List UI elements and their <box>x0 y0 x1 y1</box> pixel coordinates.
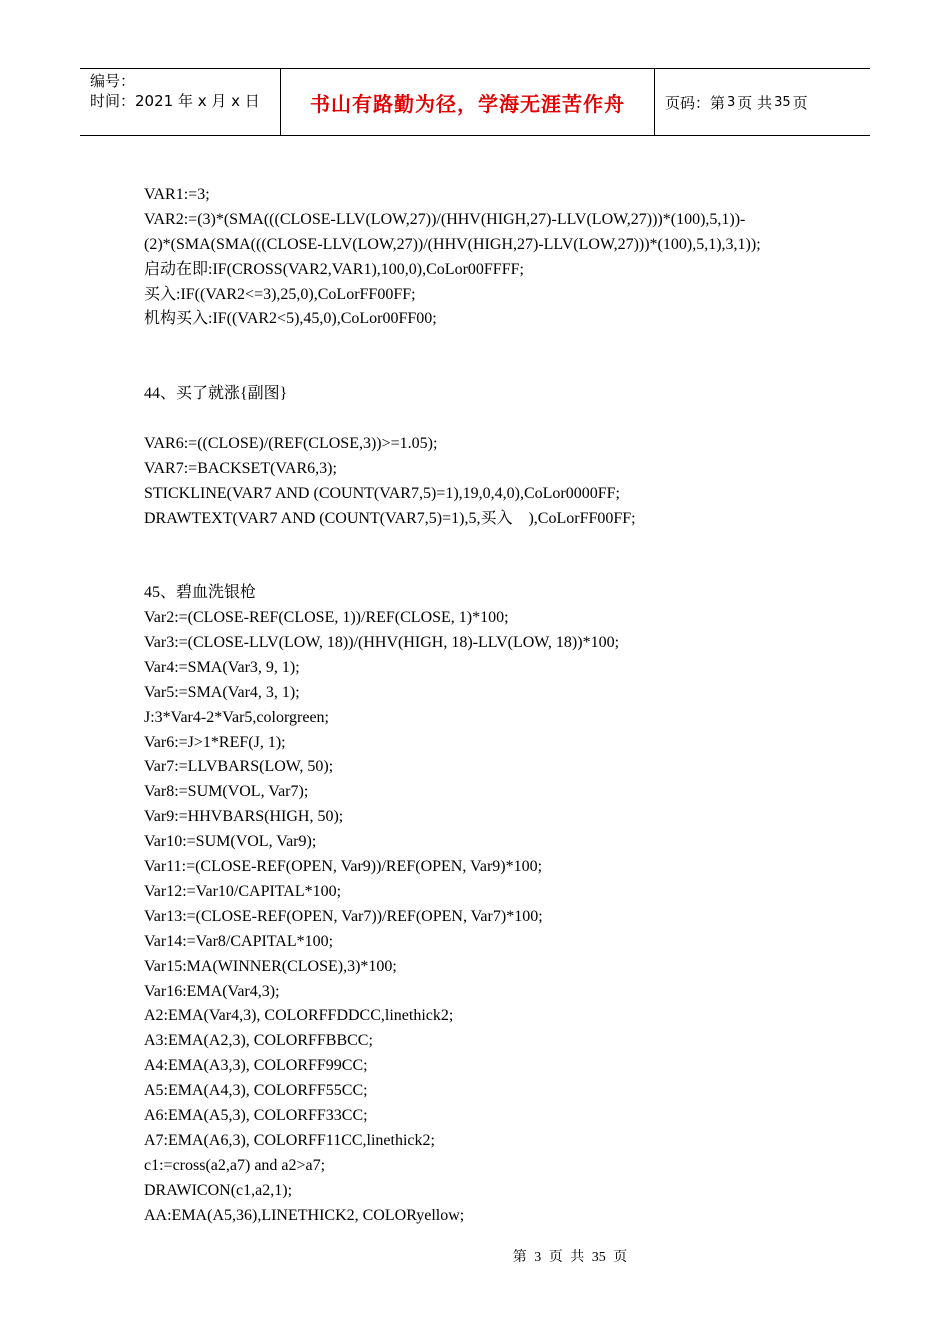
code-line: c1:=cross(a2,a7) and a2>a7; <box>144 1156 326 1174</box>
page-current: 3 <box>727 94 736 110</box>
code-line: A3:EMA(A2,3), COLORFFBBCC; <box>144 1032 373 1050</box>
header-page-info <box>655 69 870 135</box>
code-line: A5:EMA(A4,3), COLORFF55CC; <box>144 1082 368 1100</box>
code-line: 机构买入:IF((VAR2<5),45,0),CoLor00FF00; <box>144 310 437 328</box>
code-line: Var7:=LLVBARS(LOW, 50); <box>144 758 334 776</box>
blank-line <box>144 332 844 357</box>
code-line: Var8:=SUM(VOL, Var7); <box>144 783 309 801</box>
code-line: A2:EMA(Var4,3), COLORFFDDCC,linethick2; <box>144 1007 454 1025</box>
code-line: Var4:=SMA(Var3, 9, 1); <box>144 658 300 676</box>
code-line: J:3*Var4-2*Var5,colorgreen; <box>144 708 329 726</box>
page-suffix: 页 <box>792 93 808 112</box>
page-header <box>80 68 870 136</box>
code-line: Var11:=(CLOSE-REF(OPEN, Var9))/REF(OPEN, Var9)*100; <box>144 858 543 876</box>
code-line: VAR1:=3; <box>144 186 210 203</box>
code-line: Var13:=(CLOSE-REF(OPEN, Var7))/REF(OPEN, Var7)*100; <box>144 907 543 925</box>
code-line: STICKLINE(VAR7 AND (COUNT(VAR7,5)=1),19,0,4,0),CoLor0000FF; <box>144 484 620 502</box>
document-number-label: 编号： <box>90 72 136 90</box>
code-line: Var2:=(CLOSE-REF(CLOSE, 1))/REF(CLOSE, 1)*100; <box>144 609 509 627</box>
code-line: AA:EMA(A5,36),LINETHICK2, COLORyellow; <box>144 1206 465 1224</box>
page-prefix: 页码：第 <box>665 93 726 112</box>
blank-line <box>144 531 844 556</box>
blank-line <box>144 556 844 581</box>
document-time-label: 时间：2021 年 x 月 x 日 <box>90 92 260 110</box>
blank-line <box>144 357 844 382</box>
code-line: A6:EMA(A5,3), COLORFF33CC; <box>144 1106 368 1124</box>
code-line: Var9:=HHVBARS(HIGH, 50); <box>144 808 344 826</box>
formula-content <box>144 183 844 1228</box>
code-line: 买入:IF((VAR2<=3),25,0),CoLorFF00FF; <box>144 285 416 303</box>
code-line: Var15:MA(WINNER(CLOSE),3)*100; <box>144 957 397 975</box>
page-total: 35 <box>774 94 791 110</box>
code-line: VAR7:=BACKSET(VAR6,3); <box>144 459 337 477</box>
code-line: Var3:=(CLOSE-LLV(LOW, 18))/(HHV(HIGH, 18)-LLV(LOW, 18))*100; <box>144 634 620 652</box>
code-line: 启动在即:IF(CROSS(VAR2,VAR1),100,0),CoLor00FFFF; <box>144 260 524 278</box>
code-line: Var6:=J>1*REF(J, 1); <box>144 733 286 751</box>
code-line: A7:EMA(A6,3), COLORFF11CC,linethick2; <box>144 1131 435 1149</box>
code-line: 44、买了就涨{副图} <box>144 385 288 403</box>
code-line: Var12:=Var10/CAPITAL*100; <box>144 882 342 900</box>
code-line: DRAWICON(c1,a2,1); <box>144 1181 293 1199</box>
code-line: A4:EMA(A3,3), COLORFF99CC; <box>144 1057 368 1075</box>
code-line: Var16:EMA(Var4,3); <box>144 982 280 1000</box>
blank-line <box>144 407 844 432</box>
code-line: (2)*(SMA(SMA(((CLOSE-LLV(LOW,27))/(HHV(HIGH,27)-LLV(LOW,27)))*(100),5,1),3,1)); <box>144 235 761 253</box>
code-line: VAR2:=(3)*(SMA(((CLOSE-LLV(LOW,27))/(HHV(HIGH,27)-LLV(LOW,27)))*(100),5,1))- <box>144 210 746 228</box>
code-line: 45、碧血洗银枪 <box>144 584 257 602</box>
code-line: Var5:=SMA(Var4, 3, 1); <box>144 683 300 701</box>
header-motto: 书山有路勤为径，学海无涯苦作舟 <box>281 69 655 135</box>
code-line: Var14:=Var8/CAPITAL*100; <box>144 932 334 950</box>
code-line: Var10:=SUM(VOL, Var9); <box>144 833 317 851</box>
header-info <box>80 69 281 135</box>
code-line: VAR6:=((CLOSE)/(REF(CLOSE,3))>=1.05); <box>144 434 438 452</box>
code-line: DRAWTEXT(VAR7 AND (COUNT(VAR7,5)=1),5,买入 ),CoLorFF00FF; <box>144 509 636 527</box>
page-mid: 页 共 <box>737 93 773 112</box>
page-footer: 第 3 页 共 35 页 <box>512 1250 628 1265</box>
